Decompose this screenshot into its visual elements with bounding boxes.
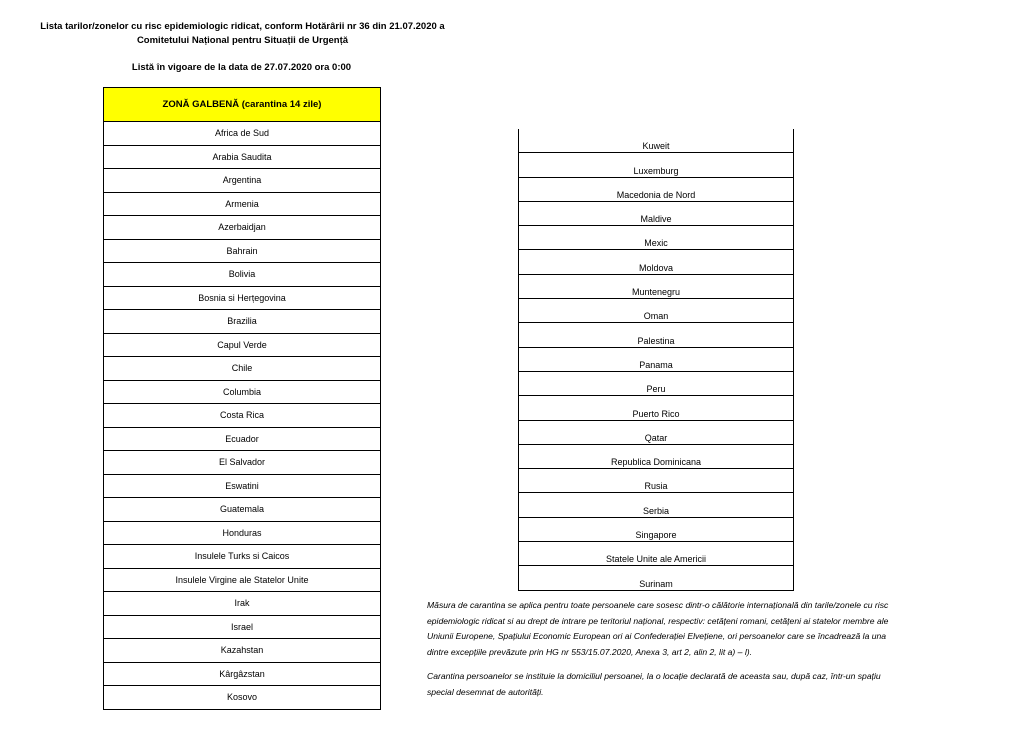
country-cell: Ecuador	[104, 427, 381, 451]
country-cell: Maldive	[519, 201, 794, 225]
table-row	[519, 299, 794, 323]
country-cell: Bolivia	[104, 263, 381, 287]
table-row	[104, 568, 381, 592]
country-cell: Azerbaidjan	[104, 216, 381, 240]
table-row	[519, 542, 794, 566]
table-row	[519, 566, 794, 590]
table-row	[104, 357, 381, 381]
table-row	[519, 493, 794, 517]
country-cell: Bahrain	[104, 239, 381, 263]
table-row	[104, 686, 381, 710]
validity-subtitle: Listă în vigoare de la data de 27.07.2020 ora 0:00	[131, 62, 352, 73]
notes-paragraph-1: Măsura de carantina se aplica pentru toate persoanele care sosesc dintr-o călătorie internațională din tarile/zonele cu risc epidemiologic ridicat si au drept de intrare pe teritoriul național, respectiv: cetățeni romani, cetățeni ai statelor membre ale Uniunii Europene, Spațiului Economic European ori ai Confederației Elvețiene, ori persoanelor care se încadrează la una dintre excepțiile prevăzute prin HG nr 553/15.07.2020, Anexa 3, art 2, alin 2, lit a) – l).	[427, 600, 889, 657]
table-row	[104, 615, 381, 639]
table-row	[519, 396, 794, 420]
table-row	[104, 380, 381, 404]
table-row	[104, 474, 381, 498]
country-cell: Rusia	[519, 469, 794, 493]
table-row	[104, 592, 381, 616]
country-cell: Kazahstan	[104, 639, 381, 663]
country-cell: Republica Dominicana	[519, 444, 794, 468]
country-cell: Capul Verde	[104, 333, 381, 357]
table-row	[519, 444, 794, 468]
table-row	[104, 145, 381, 169]
country-cell: Oman	[519, 299, 794, 323]
table-row	[104, 451, 381, 475]
table-row	[104, 239, 381, 263]
title-line-1: Lista tarilor/zonelor cu risc epidemiologic ridicat, conform Hotărârii nr 36 din 21.07.2020 a	[40, 21, 445, 32]
country-cell: Luxemburg	[519, 153, 794, 177]
country-cell: Statele Unite ale Americii	[519, 542, 794, 566]
yellow-zone-table-right	[518, 129, 794, 591]
table-row	[104, 333, 381, 357]
country-cell: Brazilia	[104, 310, 381, 334]
table-row	[519, 201, 794, 225]
country-cell: Macedonia de Nord	[519, 177, 794, 201]
country-cell: Chile	[104, 357, 381, 381]
country-cell: Peru	[519, 371, 794, 395]
table-row	[519, 250, 794, 274]
country-cell: Serbia	[519, 493, 794, 517]
country-cell: Moldova	[519, 250, 794, 274]
country-cell: Palestina	[519, 323, 794, 347]
yellow-zone-table-left	[103, 87, 381, 710]
country-cell: Kuweit	[519, 129, 794, 153]
quarantine-notes	[427, 598, 897, 709]
country-cell: Columbia	[104, 380, 381, 404]
country-cell: Mexic	[519, 226, 794, 250]
country-cell: Costa Rica	[104, 404, 381, 428]
table-row	[104, 122, 381, 146]
country-cell: Insulele Virgine ale Statelor Unite	[104, 568, 381, 592]
table-row	[104, 263, 381, 287]
table-row	[519, 177, 794, 201]
table-row	[104, 498, 381, 522]
document-title	[10, 20, 475, 48]
country-cell: Israel	[104, 615, 381, 639]
table-row	[104, 545, 381, 569]
table-row	[104, 192, 381, 216]
country-cell: Muntenegru	[519, 274, 794, 298]
table-row	[519, 153, 794, 177]
country-cell: Armenia	[104, 192, 381, 216]
country-cell: Bosnia si Herțegovina	[104, 286, 381, 310]
table-row	[104, 404, 381, 428]
table-row	[104, 521, 381, 545]
table-row	[519, 226, 794, 250]
table-header-row	[104, 88, 381, 122]
table-row	[104, 169, 381, 193]
yellow-zone-header: ZONĂ GALBENĂ (carantina 14 zile)	[104, 88, 381, 122]
country-cell: Panama	[519, 347, 794, 371]
country-cell: El Salvador	[104, 451, 381, 475]
country-cell: Surinam	[519, 566, 794, 590]
title-line-2: Comitetului Național pentru Situații de Urgență	[136, 35, 349, 46]
country-cell: Kârgâzstan	[104, 662, 381, 686]
table-row	[104, 310, 381, 334]
table-row	[104, 427, 381, 451]
table-row	[519, 371, 794, 395]
country-cell: Honduras	[104, 521, 381, 545]
table-row	[519, 517, 794, 541]
table-row	[519, 274, 794, 298]
country-cell: Eswatini	[104, 474, 381, 498]
table-row	[104, 662, 381, 686]
country-cell: Puerto Rico	[519, 396, 794, 420]
table-row	[519, 469, 794, 493]
table-row	[519, 323, 794, 347]
table-row	[519, 129, 794, 153]
country-cell: Irak	[104, 592, 381, 616]
table-row	[104, 639, 381, 663]
country-cell: Qatar	[519, 420, 794, 444]
table-row	[104, 286, 381, 310]
notes-paragraph-2: Carantina persoanelor se instituie la domiciliul persoanei, la o locație declarată de aceasta sau, după caz, într-un spațiu special desemnat de autorități.	[427, 671, 881, 697]
table-row	[104, 216, 381, 240]
table-row	[519, 420, 794, 444]
country-cell: Guatemala	[104, 498, 381, 522]
country-cell: Argentina	[104, 169, 381, 193]
country-cell: Kosovo	[104, 686, 381, 710]
country-cell: Insulele Turks si Caicos	[104, 545, 381, 569]
country-cell: Arabia Saudita	[104, 145, 381, 169]
table-row	[519, 347, 794, 371]
country-cell: Singapore	[519, 517, 794, 541]
country-cell: Africa de Sud	[104, 122, 381, 146]
